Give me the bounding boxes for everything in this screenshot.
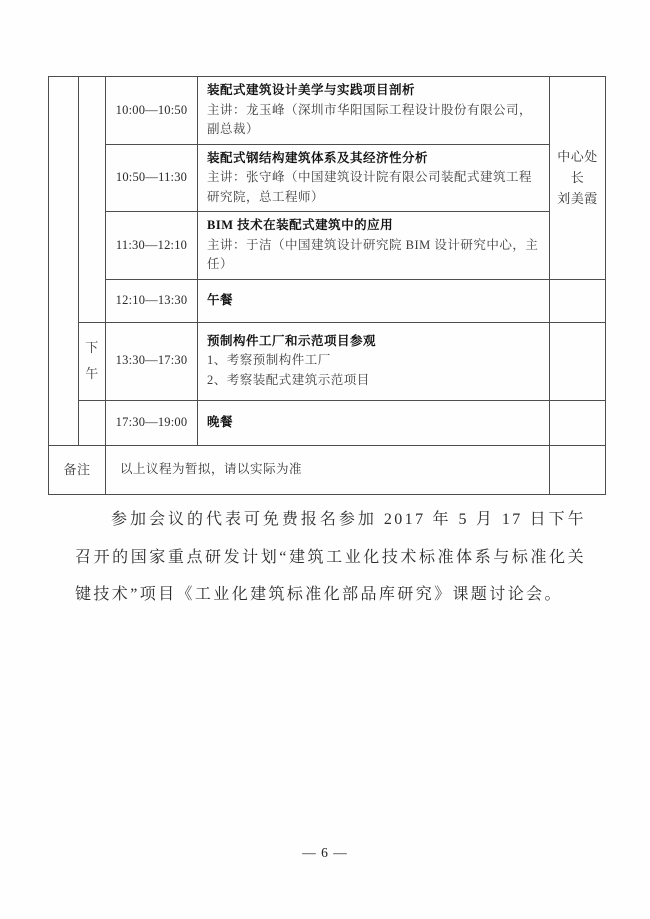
session-title: 午餐: [207, 292, 234, 307]
agenda-table: [48, 76, 606, 495]
session-cell: [198, 322, 550, 400]
table-row: [49, 400, 606, 445]
table-row: [49, 322, 606, 400]
time-cell: 10:00—10:50: [106, 77, 198, 145]
session-cell: [198, 144, 550, 212]
empty-cell: [550, 279, 606, 322]
page-number: — 6 —: [302, 845, 348, 860]
moderator-title: 中心处长: [557, 149, 598, 186]
session-speaker: 主讲：张守峰（中国建筑设计院有限公司装配式建筑工程研究院，总工程师）: [207, 170, 533, 204]
time-cell: 12:10—13:30: [106, 279, 198, 322]
left-spacer-cell: [49, 77, 79, 446]
session-cell: [198, 77, 550, 145]
time-cell: 11:30—12:10: [106, 212, 198, 280]
time-cell: 13:30—17:30: [106, 322, 198, 400]
session-title: 预制构件工厂和示范项目参观: [207, 333, 377, 348]
session-item: 2、考察装配式建筑示范项目: [207, 372, 370, 387]
table-row: [49, 144, 606, 212]
time-cell: 17:30—19:00: [106, 400, 198, 445]
session-speaker: 主讲：龙玉峰（深圳市华阳国际工程设计股份有限公司，副总裁）: [207, 102, 533, 136]
empty-cell: [550, 400, 606, 445]
session-item: 1、考察预制构件工厂: [207, 353, 331, 368]
table-row: [49, 77, 606, 145]
moderator-cell: [550, 77, 606, 280]
remark-text-cell: 以上议程为暂拟，请以实际为准: [106, 445, 550, 494]
time-cell: 10:50—11:30: [106, 144, 198, 212]
session-title: BIM 技术在装配式建筑中的应用: [207, 218, 394, 232]
session-title: 装配式建筑设计美学与实践项目剖析: [207, 83, 416, 97]
session-cell: [198, 400, 550, 445]
notice-paragraph: 参加会议的代表可免费报名参加 2017 年 5 月 17 日下午召开的国家重点研发计划“建筑工业化技术标准体系与标准化关键技术”项目《工业化建筑标准化部品库研究》课题讨论会。: [75, 511, 586, 603]
moderator-name: 刘美霞: [557, 191, 598, 207]
period-label-cell: 下午: [79, 322, 106, 400]
table-row-remark: [49, 445, 606, 494]
session-cell: [198, 212, 550, 280]
session-cell: [198, 279, 550, 322]
table-row: [49, 212, 606, 280]
remark-label-cell: 备注: [49, 445, 106, 494]
table-row: [49, 279, 606, 322]
session-speaker: 主讲：于洁（中国建筑设计研究院 BIM 设计研究中心，主任）: [207, 237, 539, 271]
session-title: 晚餐: [207, 414, 234, 429]
morning-spacer-cell: [79, 77, 106, 323]
session-title: 装配式钢结构建筑体系及其经济性分析: [207, 150, 429, 165]
empty-cell: [550, 322, 606, 400]
period-spacer-cell: [79, 400, 106, 445]
empty-cell: [550, 445, 606, 494]
